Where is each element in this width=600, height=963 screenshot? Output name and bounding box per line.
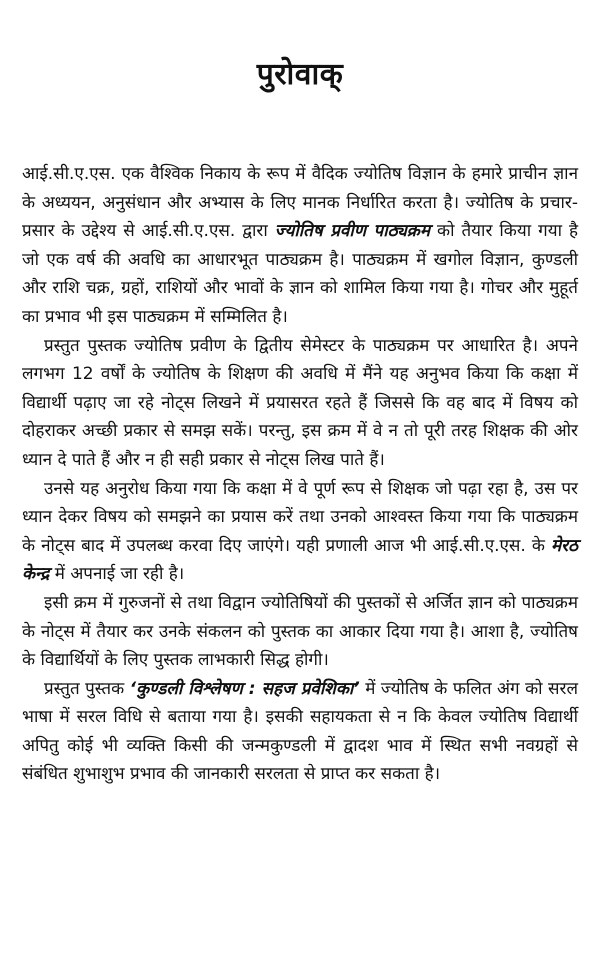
paragraph-book-basis — [22, 332, 578, 475]
paragraph-compilation — [22, 589, 578, 675]
paragraph-text: उनसे यह अनुरोध किया गया कि कक्षा में वे पूर्ण रूप से शिक्षक जो पढ़ा रहा है, उस पर ध्यान देकर विषय को समझने का प्रयास करें तथा उनको आश्वस्त किया गया कि पाठ्यक्रम के नोट्स बाद में उपलब्ध करवा दिए जाएंगे। यही प्रणाली आज भी आई.सी.ए.एस. के — [22, 478, 578, 556]
paragraph-text: प्रस्तुत पुस्तक — [44, 678, 130, 699]
paragraph-text: इसी क्रम में गुरुजनों से तथा विद्वान ज्योतिषियों की पुस्तकों से अर्जित ज्ञान को पाठ्यक्रम के नोट्स में तैयार कर उनके संकलन को पुस्तक का आकार दिया गया है। आशा है, ज्योतिष के विद्यार्थियों के लिए पुस्तक लाभकारी सिद्ध होगी। — [22, 592, 578, 671]
paragraph-text: प्रस्तुत पुस्तक ज्योतिष प्रवीण के द्वितीय सेमेस्टर के पाठ्यक्रम पर आधारित है। अपने लगभग 12 वर्षों के ज्योतिष के शिक्षण की अवधि में मैंने यह अनुभव किया कि कक्षा में विद्यार्थी पढ़ाए जा रहे नोट्स लिखने में प्रयासरत रहते हैं जिससे कि वह बाद में विषय को दोहराकर अच्छी प्रकार से समझ सकें। परन्तु, इस क्रम में वे न तो पूरी तरह शिक्षक की ओर ध्यान दे पाते हैं और न ही सही प्रकार से नोट्स लिख पाते हैं। — [22, 335, 578, 470]
paragraph-text: में ज्योतिष के फलित अंग को सरल भाषा में सरल विधि से बताया गया है। इसकी सहायकता से न कि केवल ज्योतिष विद्यार्थी अपितु कोई भी व्यक्ति किसी की जन्मकुण्डली में द्वादश भाव में स्थित सभी नवग्रहों से संबंधित शुभाशुभ प्रभाव की जानकारी सरलता से प्राप्त कर सकता है। — [22, 678, 578, 785]
book-title-emphasis: ‘कुण्डली विश्लेषण : सहज प्रवेशिका’ — [129, 678, 360, 699]
page-title: पुरोवाक् — [256, 57, 344, 92]
paragraph-text: को तैयार किया गया है जो एक वर्ष की अवधि का आधारभूत पाठ्यक्रम है। पाठ्यक्रम में खगोल विज्ञान, कुण्डली और राशि चक्र, ग्रहों, राशियों और भावों के ज्ञान को शामिल किया गया है। गोचर और मुहूर्त का प्रभाव भी इस पाठ्यक्रम में सम्मिलित है। — [22, 221, 578, 327]
paragraph-book-purpose — [22, 675, 578, 789]
paragraph-request — [22, 475, 578, 589]
centre-name-emphasis: मेरठ केन्द्र — [22, 535, 578, 585]
paragraph-intro — [22, 160, 578, 332]
paragraph-text: में अपनाई जा रही है। — [49, 564, 185, 585]
course-name-emphasis: ज्योतिष प्रवीण पाठ्यक्रम — [274, 221, 431, 242]
paragraph-text: आई.सी.ए.एस. एक वैश्विक निकाय के रूप में वैदिक ज्योतिष विज्ञान के हमारे प्राचीन ज्ञान के अध्ययन, अनुसंधान और अभ्यास के लिए मानक निर्धारित करता है। ज्योतिष के प्रचार-प्रसार के उद्देश्य से आई.सी.ए.एस. द्वारा — [22, 164, 578, 242]
